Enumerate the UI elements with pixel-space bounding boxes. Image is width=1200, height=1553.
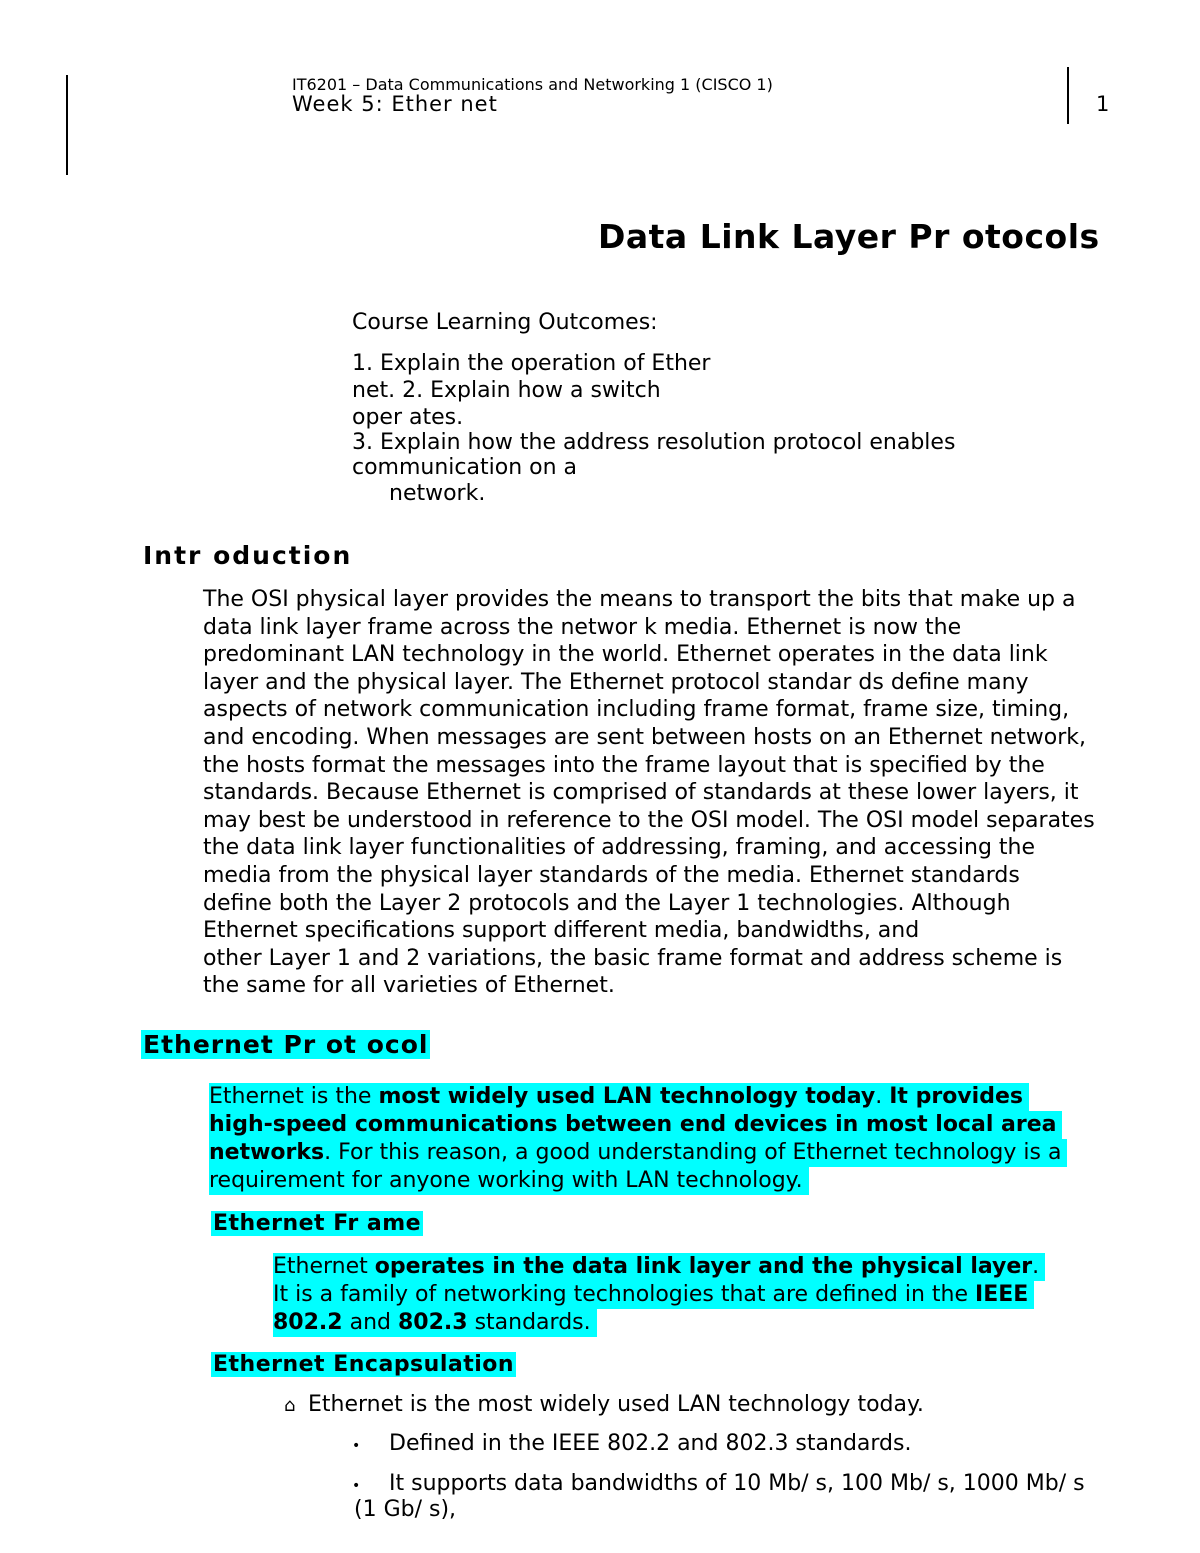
- text-run: .: [1032, 1254, 1040, 1279]
- course-name: IT6201 – Data Communications and Networking 1 (CISCO 1): [292, 75, 773, 94]
- text-run: Ethernet is the: [209, 1084, 379, 1109]
- bold-run: most widely used LAN technology today: [378, 1084, 876, 1109]
- highlighted-line: [209, 1139, 1067, 1167]
- paragraph-line: the data link layer functionalities of addressing, framing, and accessing the: [203, 835, 1036, 861]
- text-run: . For this reason, a good understanding of Ethernet technology is a: [324, 1140, 1062, 1165]
- bold-run: It provides: [889, 1084, 1023, 1109]
- sub-bullet: [352, 1431, 911, 1456]
- text-run: Ethernet: [273, 1254, 375, 1279]
- paragraph-line: the same for all varieties of Ethernet.: [203, 973, 615, 999]
- paragraph-line: the hosts format the messages into the frame layout that is specified by the: [203, 752, 1045, 778]
- sub-bullet: [352, 1471, 1085, 1496]
- ethernet-protocol-heading: Ethernet Pr ot ocol: [143, 1030, 429, 1059]
- text-run: and: [342, 1310, 398, 1335]
- ethernet-frame-heading: Ethernet Fr ame: [213, 1211, 422, 1236]
- outcome-line: network.: [389, 481, 486, 506]
- text-run: .: [875, 1084, 890, 1109]
- highlighted-line: [209, 1111, 1062, 1139]
- introduction-heading: Intr oduction: [143, 541, 353, 570]
- text-run: It is a family of networking technologies that are defined in the: [273, 1282, 976, 1307]
- bold-run: networks: [209, 1140, 325, 1165]
- paragraph-line: predominant LAN technology in the world. Ethernet operates in the data link: [203, 642, 1048, 668]
- outcome-line: net. 2. Explain how a switch: [352, 378, 661, 403]
- paragraph-line: data link layer frame across the networ k media. Ethernet is now the: [203, 614, 962, 640]
- outcomes-heading: Course Learning Outcomes:: [352, 310, 658, 335]
- paragraph-line: define both the Layer 2 protocols and the Layer 1 technologies. Although: [203, 890, 1011, 916]
- text-run: requirement for anyone working with LAN technology.: [209, 1168, 803, 1193]
- main-bullet-text: Ethernet is the most widely used LAN technology today.: [308, 1392, 924, 1417]
- bold-run: 802.3: [397, 1310, 468, 1335]
- main-bullet: [284, 1392, 924, 1417]
- paragraph-line: aspects of network communication including frame format, frame size, timing,: [203, 697, 1070, 723]
- sub-bullet-text: It supports data bandwidths of 10 Mb/ s, 100 Mb/ s, 1000 Mb/ s: [389, 1471, 1085, 1496]
- bullet-dot-icon: •: [352, 1438, 361, 1454]
- paragraph-line: may best be understood in reference to the OSI model. The OSI model separates: [203, 807, 1095, 833]
- ethernet-encapsulation-heading: Ethernet Encapsulation: [213, 1352, 515, 1377]
- paragraph-line: standards. Because Ethernet is comprised of standards at these lower layers, it: [203, 780, 1079, 806]
- page-title: Data Link Layer Pr otocols: [598, 217, 1100, 256]
- header-right-rule: [1067, 67, 1069, 124]
- outcome-line: 1. Explain the operation of Ether: [352, 351, 711, 376]
- week-title: Week 5: Ether net: [292, 92, 498, 116]
- text-run: standards.: [467, 1310, 591, 1335]
- paragraph-line: and encoding. When messages are sent between hosts on an Ethernet network,: [203, 724, 1086, 750]
- bold-run: high-speed communications between end devices in most local area: [209, 1112, 1057, 1137]
- paragraph-line: The OSI physical layer provides the means to transport the bits that make up a: [203, 587, 1076, 612]
- highlighted-line: [273, 1281, 1034, 1309]
- outcome-line: oper ates.: [352, 405, 464, 430]
- paragraph-line: layer and the physical layer. The Ethernet protocol standar ds define many: [203, 669, 1029, 695]
- paragraph-line: Ethernet specifications support different media, bandwidths, and: [203, 918, 920, 944]
- outcome-line: 3. Explain how the address resolution protocol enables: [352, 430, 956, 455]
- introduction-paragraph: [203, 586, 1095, 1000]
- header-left-rule: [66, 75, 68, 175]
- outcome-line: communication on a: [352, 455, 578, 480]
- highlighted-line: [209, 1167, 809, 1195]
- bullet-dot-icon: •: [352, 1478, 361, 1494]
- bold-run: 802.2: [273, 1310, 343, 1335]
- highlighted-line: [273, 1309, 597, 1337]
- highlighted-line: [273, 1253, 1045, 1281]
- sub-bullet-text: Defined in the IEEE 802.2 and 802.3 standards.: [389, 1431, 912, 1456]
- ethernet-frame-paragraph: [273, 1253, 1045, 1337]
- bullet-icon: ⌂: [284, 1395, 296, 1416]
- paragraph-line: media from the physical layer standards of the media. Ethernet standards: [203, 862, 1020, 888]
- bold-run: operates in the data link layer and the physical layer: [374, 1254, 1033, 1279]
- highlighted-line: [209, 1083, 1029, 1111]
- paragraph-line: other Layer 1 and 2 variations, the basic frame format and address scheme is: [203, 945, 1063, 971]
- bullet-continuation: (1 Gb/ s),: [354, 1497, 457, 1522]
- bold-run: IEEE: [975, 1282, 1029, 1307]
- page-number: 1: [1096, 92, 1111, 116]
- ethernet-protocol-paragraph: [209, 1083, 1067, 1195]
